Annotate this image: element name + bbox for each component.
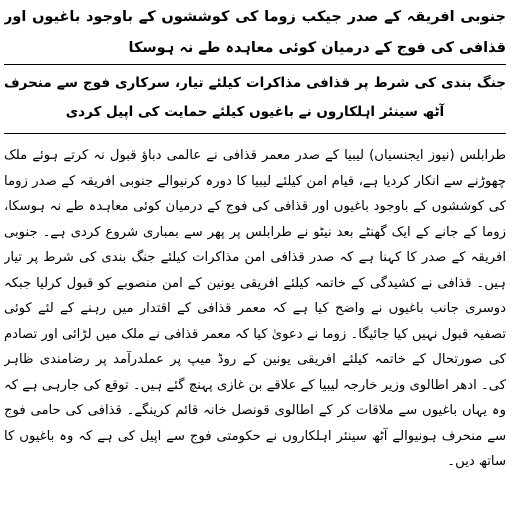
subheadline: جنگ بندی کی شرط پر قذافی مذاکرات کیلئے تیار، سرکاری فوج سے منحرف آٹھ سینئر اہلکاروں نے باغیوں کیلئے حمایت کی اپیل کردی [4,75,506,120]
article-body: طرابلس (نیوز ایجنسیاں) لیبیا کے صدر معمر قذافی نے عالمی دباؤ قبول نہ کرتے ہوئے ملک چھوڑنے سے انکار کردیا ہے، قیام امن کیلئے لیبیا کا دورہ کرنیوالے جنوبی افریقہ کے صدر زوما کی کوششوں کے باوجود باغیوں اور قذافی کی فوج کے درمیان کوئی معاہدہ طے نہ ہوسکا، زوما کے جانے کے ایک گھنٹے بعد نیٹو نے طرابلس پر پھر سے بمباری شروع کردی ہے۔ جنوبی افریقہ کے صدر کا کہنا ہے کہ صدر قذافی امن مذاکرات کیلئے جنگ بندی کی شرط پر تیار ہیں۔ قذافی نے کشیدگی کے خاتمہ کیلئے افریقی یونین کے امن منصوبے کو قبول کرلیا جبکہ دوسری جانب باغیوں نے واضح کیا ہے کہ معمر قذافی کے اقتدار میں رہنے کے لئے کوئی تصفیہ قبول نہیں کیا جائیگا۔ زوما نے دعویٰ کیا کہ معمر قذافی نے ملک میں لڑائی اور تصادم کی صورتحال کے خاتمہ کیلئے افریقی یونین کے روڈ میپ پر عملدرآمد پر رضامندی ظاہر کی۔ ادھر اطالوی وزیر خارجہ لیبیا کے علاقے بن غازی پہنچ گئے ہیں۔ توقع کی جارہی ہے کہ وہ یہاں باغیوں سے ملاقات کر کے اطالوی قونصل خانہ قائم کرینگے۔ قذافی کی حامی فوج سے منحرف ہونیوالے آٹھ سینئر اہلکاروں نے حکومتی فوج سے اپیل کی ہے کہ وہ باغیوں کا ساتھ دیں۔ [4,148,506,469]
subheadline-divider [4,133,506,134]
headline: جنوبی افریقہ کے صدر جیکب زوما کی کوششوں کے باوجود باغیوں اور قذافی کی فوج کے درمیان کوئی معاہدہ طے نہ ہوسکا [4,9,506,56]
